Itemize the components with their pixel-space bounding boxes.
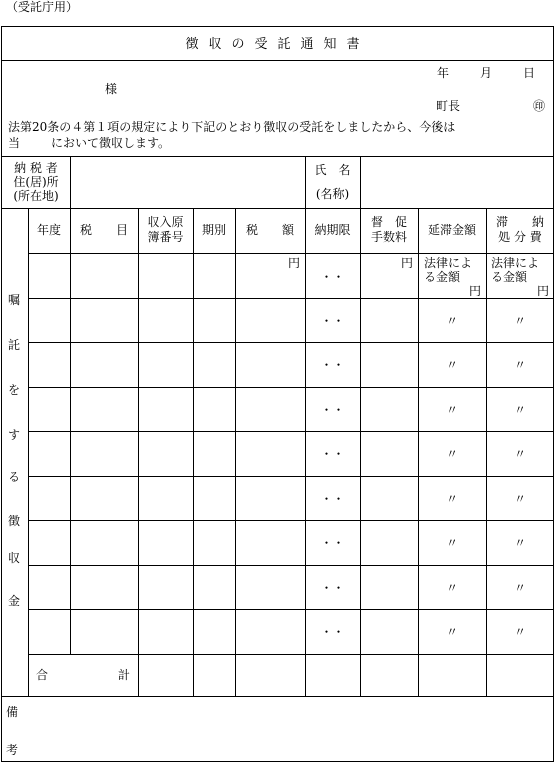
ditto-mark: 〃: [513, 403, 526, 417]
ditto-mark: 〃: [445, 625, 458, 639]
deadline-dots: ・・: [320, 492, 345, 506]
deadline-dots: ・・: [320, 358, 345, 372]
divider: [360, 156, 361, 208]
body-text-line1: 法第20条の４第１項の規定により下記のとおり徴収の受託をしましたから、今後は: [8, 120, 456, 134]
divider: [235, 208, 236, 696]
deadline-dots: ・・: [320, 447, 345, 461]
ditto-mark: 〃: [513, 314, 526, 328]
ditto-mark: 〃: [445, 492, 458, 506]
form-title: 徴収の受託通知書: [185, 37, 370, 52]
amount-unit: 円: [287, 256, 300, 270]
issuer-label: 町長: [436, 99, 461, 113]
row-line: [28, 565, 554, 566]
col-header-disposal-2: 処 分 費: [498, 230, 542, 244]
col-header-deadline: 納期限: [314, 223, 351, 237]
ditto-mark: 〃: [513, 492, 526, 506]
date-year: 年: [437, 66, 450, 80]
side-char: す: [7, 428, 20, 442]
col-header-amount: 税 額: [245, 223, 294, 237]
side-char: 金: [7, 594, 20, 608]
deadline-dots: ・・: [320, 314, 345, 328]
late-fee-unit: 円: [468, 284, 481, 298]
col-header-tax-item: 税 目: [79, 223, 128, 237]
divider: [360, 208, 361, 696]
col-header-ledger-2: 簿番号: [147, 230, 184, 244]
divider: [1, 208, 554, 209]
deadline-dots: ・・: [320, 403, 345, 417]
ditto-mark: 〃: [445, 403, 458, 417]
ditto-mark: 〃: [445, 581, 458, 595]
row-line: [28, 476, 554, 477]
col-header-year: 年度: [36, 223, 61, 237]
deadline-dots: ・・: [320, 625, 345, 639]
deadline-dots: ・・: [320, 581, 345, 595]
col-header-fee: 督 促: [370, 215, 407, 229]
taxpayer-location-label: (所在地): [13, 189, 59, 203]
col-header-disposal: 滞 納: [495, 215, 544, 229]
col-header-late-fee: 延滞金額: [427, 223, 476, 237]
divider: [1, 696, 554, 697]
disposal-unit: 円: [536, 284, 549, 298]
ditto-mark: 〃: [513, 447, 526, 461]
addressee-suffix: 様: [105, 82, 118, 96]
side-char: 徴: [7, 514, 20, 528]
ditto-mark: 〃: [445, 536, 458, 550]
side-char: 収: [7, 551, 20, 565]
name-label: 氏 名: [314, 163, 351, 177]
row-line: [28, 609, 554, 610]
col-header-ledger: 収入原: [147, 215, 184, 229]
ditto-mark: 〃: [513, 625, 526, 639]
row-line: [28, 387, 554, 388]
row-line: [28, 654, 554, 655]
seal-mark: ㊞: [533, 99, 546, 113]
late-fee-note: 法律によ: [424, 256, 473, 270]
col-header-fee-2: 手数料: [370, 230, 407, 244]
remarks-label-2: 考: [6, 743, 19, 757]
date-day: 日: [523, 66, 536, 80]
total-label: 合: [36, 668, 49, 682]
row-line: [28, 431, 554, 432]
ditto-mark: 〃: [445, 358, 458, 372]
ditto-mark: 〃: [513, 536, 526, 550]
ditto-mark: 〃: [445, 314, 458, 328]
date-month: 月: [480, 66, 493, 80]
side-char: を: [7, 383, 20, 397]
remarks-label: 備: [6, 705, 19, 719]
disposal-note: 法律によ: [491, 256, 540, 270]
divider: [138, 208, 139, 696]
side-char: る: [7, 470, 20, 484]
body-text-line2-a: 当: [8, 136, 21, 150]
row-line: [28, 520, 554, 521]
divider: [28, 208, 29, 696]
row-line: [28, 342, 554, 343]
side-char: 嘱: [7, 293, 20, 307]
divider: [193, 208, 194, 696]
ditto-mark: 〃: [445, 447, 458, 461]
row-line: [28, 253, 554, 254]
total-label-2: 計: [118, 668, 131, 682]
divider: [70, 156, 71, 208]
deadline-dots: ・・: [320, 536, 345, 550]
divider: [1, 156, 554, 157]
late-fee-note-2: る金額: [424, 270, 461, 284]
taxpayer-address-label: 住(居)所: [13, 175, 59, 189]
deadline-dots: ・・: [320, 270, 345, 284]
ditto-mark: 〃: [513, 358, 526, 372]
fee-unit: 円: [400, 256, 413, 270]
side-char: 託: [7, 338, 20, 352]
ditto-mark: 〃: [513, 581, 526, 595]
body-text-line2-b: において徴収します。: [51, 136, 171, 150]
divider: [1, 60, 554, 61]
document-label: （受託庁用）: [6, 0, 79, 14]
col-header-period: 期別: [201, 223, 226, 237]
taxpayer-label: 納 税 者: [14, 161, 58, 175]
disposal-note-2: る金額: [491, 270, 528, 284]
name-sub-label: (名称): [315, 187, 350, 201]
